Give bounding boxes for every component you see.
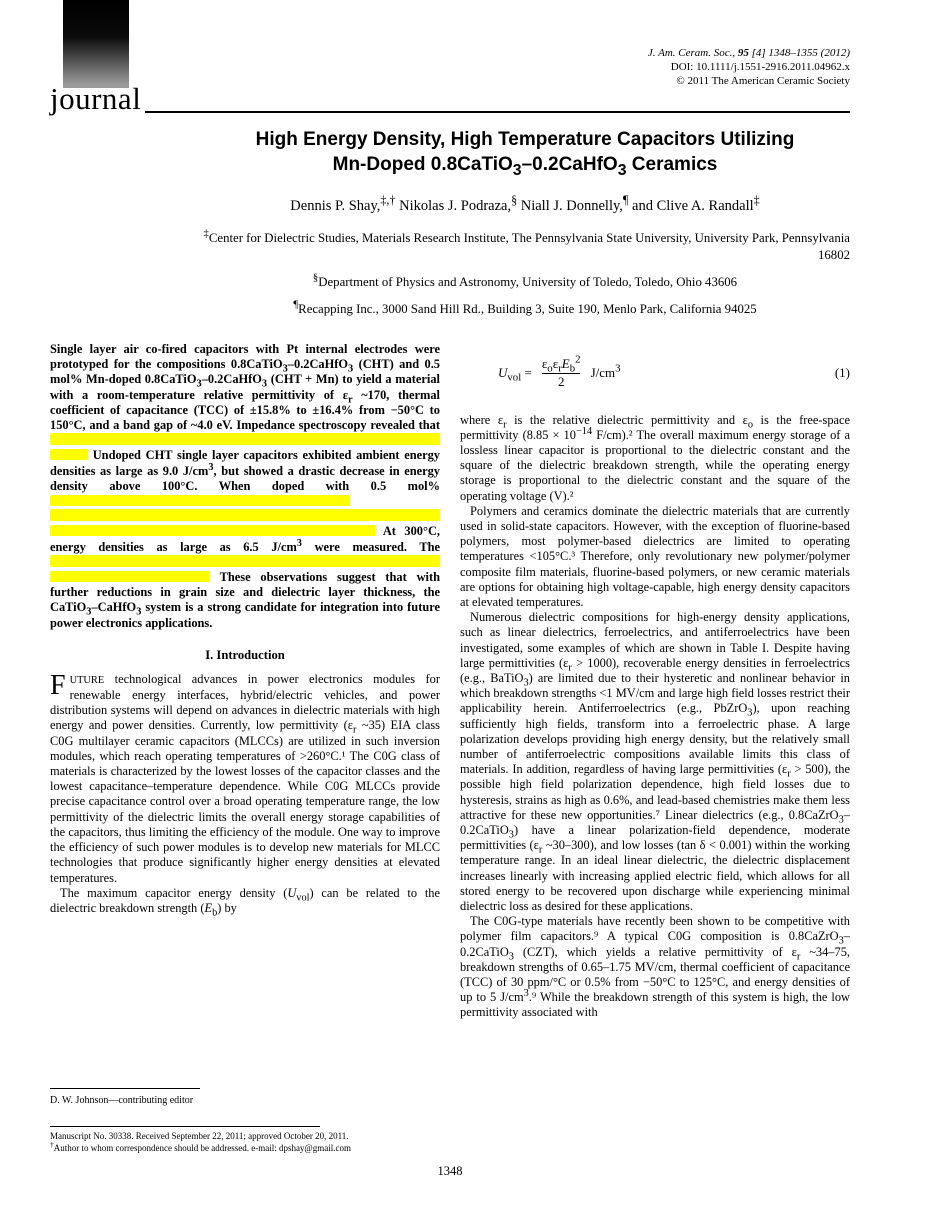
paper-title-line2: Mn-Doped 0.8CaTiO$_3$–0.2CaHfO$_3$ Ceramics [332,154,718,179]
right-column [460,342,850,1154]
front-matter [200,127,850,318]
equation-numerator: $\varepsilon_o\varepsilon_rE_b^2$ [541,353,581,375]
introduction-paragraph-2: The maximum capacitor energy density $(U_{vol})$ can be related to the dielectric breakdown strength $(E_b)$ by [50,885,440,919]
introduction-text-1: technological advances in power electronics modules for renewable energy interfaces, hybrid/electric vehicles, and power distribution systems will depend on advances in dielectric materials with high energy and power densities. Currently, low permittivity ($\varepsilon_r$ ~35) EIA class C0G multilayer ceramic capacitors (MLCCs) are utilized in such inversion modules, which reach operating temperatures of >260°C.¹ The C0G class of materials is characterized by the lowest losses of the capacitor classes and the lowest capacitance–temperature dependence. While C0G MLCCs provide precise capacitance control over a broad operating temperature range, the low permittivity of the dielectric limits the overall energy storage capabilities of the capacitors, thus limiting the efficiency of the module. One way to improve the efficiency of such power modules is to develop new materials for MLCC technologies that produce significantly higher energy densities at elevated temperatures. [50,671,440,885]
page-header [50,0,850,116]
lead-smallcaps: UTURE [69,674,105,686]
redacted-highlight [50,495,350,506]
redacted-highlight [50,525,375,536]
left-column [50,342,440,1154]
affiliation-1: ‡Center for Dielectric Studies, Materials Research Institute, The Pennsylvania State University, University Park, Pennsylvania 16802 [203,228,850,262]
body-paragraph-compositions: Numerous dielectric compositions for high-energy density applications, such as linear dielectrics, ferroelectrics, and antiferroelectrics have been investigated, some examples of which are shown in Table I. Despite having large permittivities $(\varepsilon_r > 1000)$, recoverable energy densities in ferroelectrics (e.g., BaTiO$_3$) are limited due to their hysteretic and nonlinear behavior in which breakdown strengths <1 MV/cm and large high field losses restrict their applicability herein. Antiferroelectrics (e.g., PbZrO$_3$), upon reaching sufficiently high fields, transform into a ferroelectric phase. A large polarization develops providing high energy density, but the relatively small number of antiferroelectric compositions available limits this class of materials. In addition, regardless of having large permittivities $(\varepsilon_r > 500)$, the possible high field polarization dependence, high field losses due to hysteresis, strains as high as 0.6%, and lead-based chemistries make them less attractive for these new opportunities.⁷ Linear dielectrics (e.g., 0.8CaZrO$_3$–0.2CaTiO$_3$) have a linear polarization-field dependence, moderate permittivities ($\varepsilon_r$ ~30–300), and low losses (tan δ < 0.001) within the working temperature range. In an ideal linear dielectric, the dielectric displacement increases linearly with increasing applied electric field, which allows for all stored energy to be recovered upon discharge while experiencing minimal dielectric loss as desired for these applications. [460,610,851,913]
footnotes [50,1088,440,1154]
redacted-highlight [50,433,440,445]
citation-doi: DOI: 10.1111/j.1551-2916.2011.04962.x [670,61,850,73]
body-paragraph-where: where $\varepsilon_r$ is the relative dielectric permittivity and $\varepsilon_o$ is the free-space permittivity ($8.85 \times 10^{-14}$ F/cm).² The overall maximum energy storage of a lossless linear capacitor is proportional to the dielectric constant and the square of the dielectric breakdown strength, while the operating energy storage is proportional to the dielectric constant and the square of the operating voltage (V).² [460,412,851,503]
abstract-text-4: These observations suggest that with further reductions in grain size and dielectric layer thickness, the CaTiO$_3$–CaHfO$_3$ system is a strong candidate for integration into future power electronics applications. [50,570,440,630]
equation-unit: $J/cm^3$ [590,362,621,381]
contributing-editor-note: D. W. Johnson—contributing editor [50,1095,194,1106]
body-paragraph-c0g: The C0G-type materials have recently been shown to be competitive with polymer film capacitors.⁹ A typical C0G composition is 0.8CaZrO$_3$–0.2CaTiO$_3$ (CZT), which yields a relative permittivity of $\varepsilon_r$ ~34–75, breakdown strengths of 0.65–1.75 MV/cm, thermal coefficient of capacitance (TCC) of 30 ppm/°C or 0.5% from −50°C to 125°C, and energy densities of up to 5 $J/cm^3.^9$ While the breakdown strength of this system is high, the low permittivity associated with [460,914,851,1020]
citation-reference: J. Am. Ceram. Soc., 95 [4] 1348–1355 (2012) [647,47,850,59]
equation-expression [460,353,835,391]
paper-title-line1: High Energy Density, High Temperature Capacitors Utilizing [255,129,795,150]
journal-logo-gradient-square [63,0,129,88]
redacted-highlight [50,555,440,567]
equation-denominator: 2 [542,373,581,390]
affiliation-3: ¶Recapping Inc., 3000 Sand Hill Rd., Building 3, Suite 190, Menlo Park, California 94025 [293,299,757,316]
manuscript-note: Manuscript No. 30338. Received September 22, 2011; approved October 20, 2011. [50,1131,349,1141]
equation-1 [460,353,850,391]
citation-block [648,46,850,88]
journal-wordmark: journal [50,81,142,116]
footnote-rule-2 [50,1126,320,1127]
abstract-text-3: At 300°C, energy densities as large as 6.5 $J/cm^3$ were measured. The [50,524,440,554]
section-heading-introduction: I. Introduction [205,647,285,662]
body-paragraph-polymers: Polymers and ceramics dominate the dielectric materials that are currently used in solid-state capacitors. However, with the exception of fluorine-based polymers, most polymer-based dielectrics are limited to operating temperatures <105°C.³ Therefore, only revolutionary new polymer/polymer composite film materials, fluorine-based polymers, or new ceramic materials are options for obtaining high voltage-capable, high energy density capacitors at elevated temperatures. [460,503,850,609]
body-columns [50,342,850,1154]
equation-fraction [539,353,584,391]
affiliations [200,230,850,318]
redacted-highlight [50,509,440,521]
journal-logo [50,0,142,116]
footnote-rule-1 [50,1088,200,1089]
redacted-highlight [50,571,210,582]
equation-lhs: $U_{vol}$ = [498,365,532,384]
paper-title [200,127,850,177]
abstract-text-1: Single layer air co-fired capacitors with Pt internal electrodes were prototyped for the compositions 0.8CaTiO$_3$–0.2CaHfO$_3$ (CHT) and 0.5 mol% Mn-doped 0.8CaTiO$_3$–0.2CaHfO$_3$ (CHT + Mn) to yield a material with a room-temperature relative permittivity of $\varepsilon_r$ ~170, thermal coefficient of capacitance (TCC) of ±15.8% to ±16.4% from −50°C to 150°C, and a band gap of ~4.0 eV. Impedance spectroscopy revealed that [50,342,440,433]
affiliation-2: §Department of Physics and Astronomy, University of Toledo, Toledo, Ohio 43606 [312,272,738,289]
drop-cap: F [50,669,66,701]
introduction-paragraph-1 [50,669,440,886]
correspondence-note: †Author to whom correspondence should be addressed. e-mail: dpshay@gmail.com [50,1139,351,1153]
citation-copyright: © 2011 The American Ceramic Society [676,75,850,87]
redacted-highlight [50,449,88,460]
author-list: Dennis P. Shay,‡,† Nikolas J. Podraza,§ Niall J. Donnelly,¶ and Clive A. Randall‡ [290,193,760,214]
abstract-text-2: Undoped CHT single layer capacitors exhibited ambient energy densities as large as 9.0 $J/cm^3$, but showed a drastic decrease in energy density above 100°C. When doped with 0.5 mol% [50,448,440,493]
page-number: 1348 [437,1164,463,1178]
equation-number: (1) [834,365,850,381]
abstract [50,342,440,631]
header-divider-rule [145,111,850,113]
